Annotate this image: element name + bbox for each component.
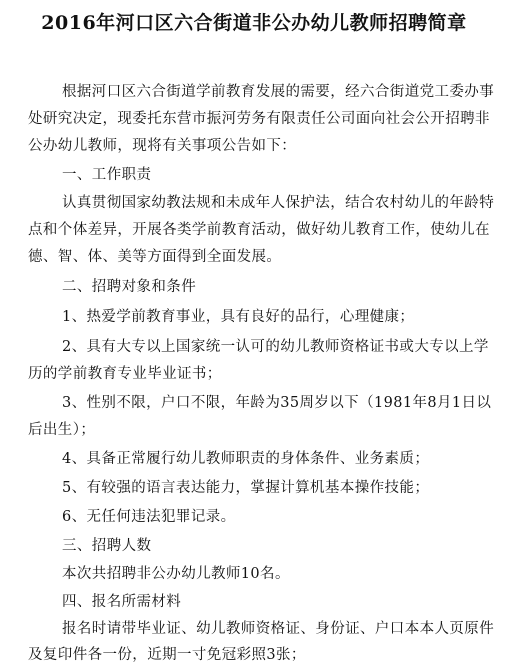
paragraph-line: 本次共招聘非公办幼儿教师10名。 bbox=[62, 566, 290, 582]
list-item: 5、有较强的语言表达能力，掌握计算机基本操作技能； bbox=[62, 480, 430, 496]
document-title: 2016年河口区六合街道非公办幼儿教师招聘简章 bbox=[41, 12, 467, 34]
paragraph-line: 认真贯彻国家幼教法规和未成年人保护法，结合农村幼儿的年龄特 bbox=[62, 195, 495, 211]
paragraph-line: 点和个体差异，开展各类学前教育活动，做好幼儿教育工作，使幼儿在 bbox=[28, 222, 490, 238]
paragraph-line: 根据河口区六合街道学前教育发展的需要，经六合街道党工委办事 bbox=[62, 84, 495, 100]
paragraph-line: 报名时请带毕业证、幼儿教师资格证、身份证、户口本本人页原件 bbox=[62, 621, 495, 637]
list-item: 4、具备正常履行幼儿教师职责的身体条件、业务素质； bbox=[62, 451, 430, 467]
list-item-continuation: 后出生）； bbox=[28, 422, 96, 438]
list-item: 3、性别不限，户口不限，年龄为35周岁以下（1981年8月1日以 bbox=[62, 395, 492, 411]
section-heading: 一、工作职责 bbox=[62, 167, 152, 183]
paragraph-line: 及复印件各一份，近期一寸免冠彩照3张； bbox=[28, 647, 306, 663]
paragraph-line: 德、智、体、美等方面得到全面发展。 bbox=[28, 249, 282, 265]
list-item-continuation: 历的学前教育专业毕业证书； bbox=[28, 366, 222, 382]
list-item: 1、热爱学前教育事业，具有良好的品行，心理健康； bbox=[62, 309, 415, 325]
paragraph-line: 处研究决定，现委托东营市振河劳务有限责任公司面向社会公开招聘非 bbox=[28, 111, 490, 127]
section-heading: 四、报名所需材料 bbox=[62, 594, 182, 610]
section-heading: 三、招聘人数 bbox=[62, 538, 152, 554]
list-item: 2、具有大专以上国家统一认可的幼儿教师资格证书或大专以上学 bbox=[62, 339, 489, 355]
paragraph-line: 公办幼儿教师，现将有关事项公告如下： bbox=[28, 138, 297, 154]
list-item: 6、无任何违法犯罪记录。 bbox=[62, 509, 236, 525]
section-heading: 二、招聘对象和条件 bbox=[62, 279, 197, 295]
